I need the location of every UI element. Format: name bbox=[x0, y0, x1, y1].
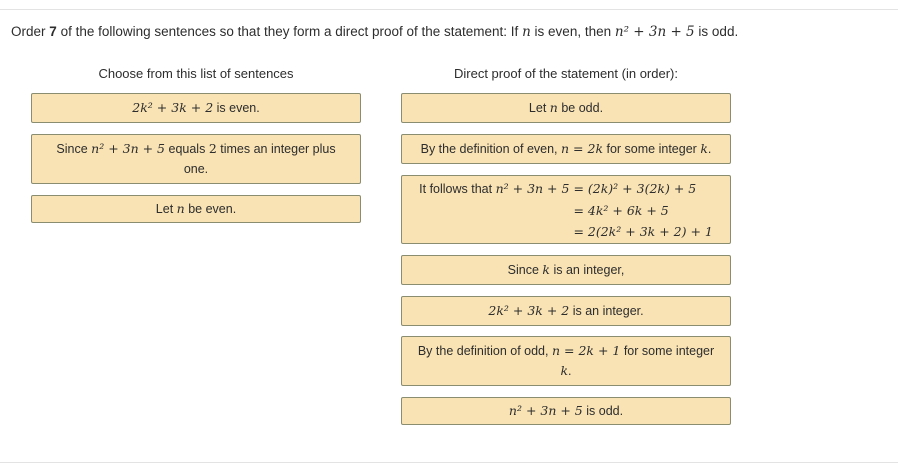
proof-sentence-card[interactable] bbox=[401, 93, 731, 123]
equation-lhs bbox=[419, 200, 569, 221]
sentence-text: is even. bbox=[216, 101, 260, 115]
sentence-text: By the definition of odd, bbox=[417, 344, 549, 358]
sentence-text: Let bbox=[155, 202, 174, 216]
equation-rhs: = (2k)² + 3(2k) + 5 bbox=[573, 180, 697, 196]
expression: n = 2k + 1 bbox=[551, 343, 621, 358]
equation-lhs: n² + 3n + 5 bbox=[495, 180, 570, 196]
sentence-text: be even. bbox=[188, 202, 237, 216]
sentence-text: for some integer bbox=[606, 142, 697, 156]
variable: n bbox=[549, 100, 558, 115]
variable: k bbox=[542, 262, 550, 277]
sentence-text: By the definition of even, bbox=[420, 142, 558, 156]
sentence-text: is an integer, bbox=[553, 263, 625, 277]
proof-sentence-card[interactable] bbox=[401, 397, 731, 425]
bottom-divider bbox=[0, 462, 898, 463]
variable: k bbox=[700, 141, 708, 156]
equation-block bbox=[419, 178, 713, 242]
sentence-text: be odd. bbox=[561, 101, 604, 115]
equation-lhs bbox=[419, 221, 569, 242]
variable: n bbox=[176, 201, 185, 216]
prompt-text-mid: of the following sentences so that they form a direct proof of the statement: If bbox=[60, 24, 519, 39]
prompt-expression: n² + 3n + 5 bbox=[614, 24, 695, 40]
top-divider bbox=[0, 9, 898, 10]
prompt-count: 7 bbox=[49, 24, 57, 39]
sentence-text: for some integer bbox=[623, 344, 715, 358]
expression: n² + 3n + 5 bbox=[91, 141, 166, 156]
variable: k bbox=[560, 363, 569, 378]
proof-list-heading: Direct proof of the statement (in order): bbox=[454, 66, 678, 81]
proof-sentence-card[interactable] bbox=[401, 296, 731, 326]
expression: 2k² + 3k + 2 bbox=[488, 303, 570, 318]
proof-sentence-card[interactable] bbox=[401, 175, 731, 244]
source-sentence-card[interactable] bbox=[31, 134, 361, 184]
sentence-text: Since bbox=[507, 263, 539, 277]
expression: 2k² + 3k + 2 bbox=[132, 100, 214, 115]
expression: n² + 3n + 5 bbox=[508, 403, 583, 418]
sentence-text: is an integer. bbox=[572, 304, 644, 318]
proof-sentence-card[interactable] bbox=[401, 336, 731, 386]
proof-sentence-card[interactable] bbox=[401, 134, 731, 164]
prompt-text-end: is odd. bbox=[698, 24, 739, 39]
prompt-text-is-even: is even, then bbox=[534, 24, 612, 39]
number: 2 bbox=[208, 141, 217, 156]
sentence-text: Since bbox=[56, 142, 88, 156]
equation-rhs: = 4k² + 6k + 5 bbox=[573, 202, 669, 218]
source-list-heading: Choose from this list of sentences bbox=[98, 66, 294, 81]
sentence-text: times an integer plus one. bbox=[183, 142, 336, 176]
sentence-text: is odd. bbox=[586, 404, 624, 418]
sentence-text: Let bbox=[528, 101, 547, 115]
sentence-text: . bbox=[568, 364, 572, 378]
equation-rhs: = 2(2k² + 3k + 2) + 1 bbox=[573, 223, 713, 239]
source-sentence-card[interactable] bbox=[31, 195, 361, 223]
prompt-text-before: Order bbox=[11, 24, 46, 39]
expression: n = 2k bbox=[561, 141, 604, 156]
prompt-var-n: n bbox=[522, 24, 531, 40]
proof-sentence-card[interactable] bbox=[401, 255, 731, 285]
sentence-text: equals bbox=[168, 142, 206, 156]
sentence-text: It follows that bbox=[419, 181, 493, 196]
source-sentence-card[interactable] bbox=[31, 93, 361, 123]
question-prompt bbox=[11, 24, 738, 40]
sentence-text: . bbox=[707, 142, 712, 156]
